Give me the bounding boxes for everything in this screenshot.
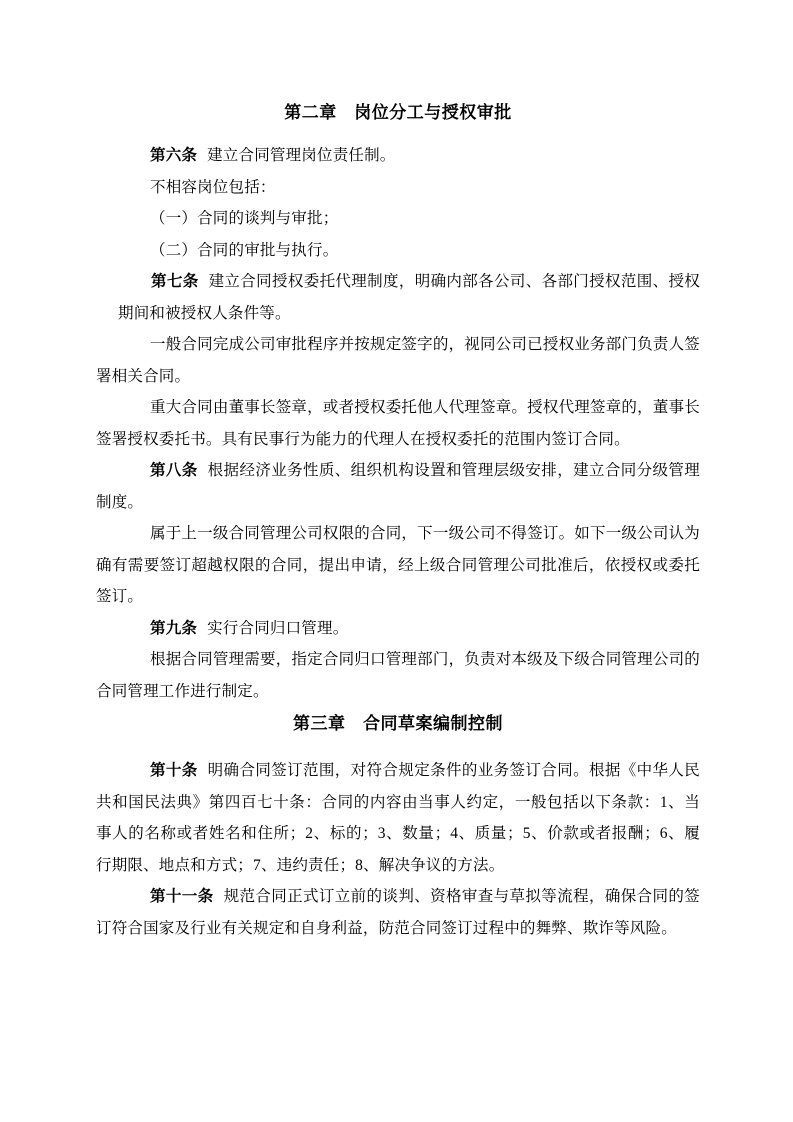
article-7-paragraph <box>118 266 700 329</box>
paragraph <box>96 644 700 707</box>
paragraph-text: 建立合同授权委托代理制度，明确内部各公司、各部门授权范围、授权期间和被授权人条件等。 <box>118 273 700 322</box>
article-7-label: 第七条 <box>151 273 199 290</box>
paragraph-text: （二）合同的审批与执行。 <box>150 241 339 259</box>
paragraph-text: 明确合同签订范围，对符合规定条件的业务签订合同。根据《中华人民共和国民法典》第四百七十条：合同的内容由当事人约定，一般包括以下条款：1、当事人的名称或者姓名和住所；2、标的；3、数量；4、质量；5、价款或者报酬；6、履行期限、地点和方式；7、违约责任；8、解决争议的方法。 <box>96 762 700 874</box>
article-8-label: 第八条 <box>150 462 198 479</box>
paragraph <box>96 518 700 613</box>
paragraph-text: 一般合同完成公司审批程序并按规定签字的，视同公司已授权业务部门负责人签署相关合同。 <box>96 336 700 385</box>
paragraph-text: 不相容岗位包括： <box>150 178 276 196</box>
article-8-paragraph <box>96 455 700 518</box>
paragraph <box>96 172 700 204</box>
paragraph-text: 规范合同正式订立前的谈判、资格审查与草拟等流程，确保合同的签订符合国家及行业有关规定和自身利益，防范合同签订过程中的舞弊、欺诈等风险。 <box>96 888 700 937</box>
chapter-3-heading: 第三章 合同草案编制控制 <box>293 714 503 733</box>
paragraph-text: 根据经济业务性质、组织机构设置和管理层级安排，建立合同分级管理制度。 <box>96 462 700 511</box>
paragraph <box>96 329 700 392</box>
list-item-1 <box>96 203 700 235</box>
list-item-2 <box>96 235 700 267</box>
article-11-label: 第十一条 <box>150 888 214 905</box>
paragraph-text: 重大合同由董事长签章，或者授权委托他人代理签章。授权代理签章的，董事长签署授权委托书。具有民事行为能力的代理人在授权委托的范围内签订合同。 <box>96 399 700 448</box>
paragraph-text: 根据合同管理需要，指定合同归口管理部门，负责对本级及下级合同管理公司的合同管理工作进行制定。 <box>96 651 700 700</box>
article-10-paragraph <box>96 755 700 881</box>
article-11-paragraph <box>96 881 700 944</box>
article-6-label: 第六条 <box>150 147 198 164</box>
paragraph <box>96 392 700 455</box>
paragraph-text: 建立合同管理岗位责任制。 <box>207 147 396 164</box>
chapter-2-heading: 第二章 岗位分工与授权审批 <box>284 103 512 122</box>
article-9-paragraph <box>96 613 700 645</box>
paragraph-text: 实行合同归口管理。 <box>207 619 349 637</box>
paragraph-text: 属于上一级合同管理公司权限的合同，下一级公司不得签订。如下一级公司认为确有需要签订超越权限的合同，提出申请，经上级合同管理公司批准后，依授权或委托签订。 <box>96 525 700 605</box>
paragraph-text: （一）合同的谈判与审批； <box>150 210 339 227</box>
article-9-label: 第九条 <box>150 619 198 637</box>
article-10-label: 第十条 <box>150 762 198 779</box>
article-6-paragraph <box>96 140 700 172</box>
